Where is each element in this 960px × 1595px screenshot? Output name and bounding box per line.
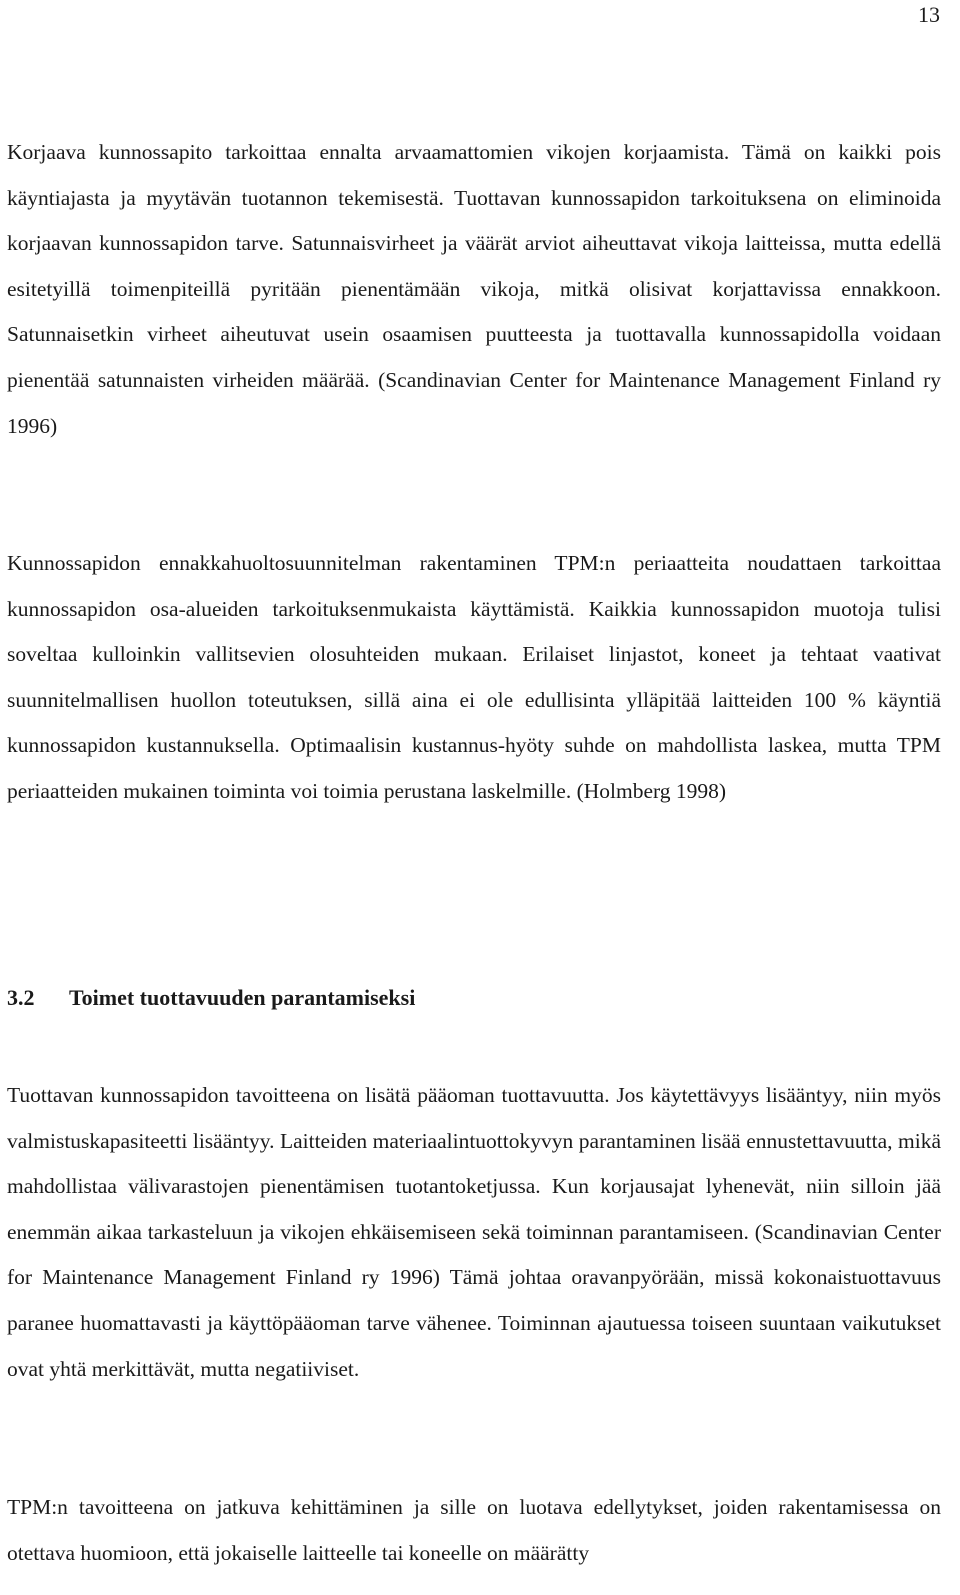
page-number: 13 — [918, 2, 940, 27]
section-number: 3.2 — [7, 985, 35, 1010]
paragraph-productivity-goal: Tuottavan kunnossapidon tavoitteena on lisätä pääoman tuottavuutta. Jos käytettävyys lisääntyy, niin myös valmistuskapasiteetti lisääntyy. Laitteiden materiaalintuottokyvyn parantaminen lisää ennustettavuutta, mikä mahdollistaa välivarastojen pienentämisen tuotantoketjussa. Kun korjausajat lyhenevät, niin silloin jää enemmän aikaa tarkasteluun ja vikojen ehkäisemiseen sekä toiminnan parantamiseen. (Scandinavian Center for Maintenance Management Finland ry 1996) Tämä johtaa oravanpyörään, missä kokonaistuottavuus paranee huomattavasti ja käyttöpääoman tarve vähenee. Toiminnan ajautuessa toiseen suuntaan vaikutukset ovat yhtä merkittävät, mutta negatiiviset. — [7, 1083, 941, 1381]
section-heading — [7, 983, 415, 1013]
paragraph-tpm-goal: TPM:n tavoitteena on jatkuva kehittäminen ja sille on luotava edellytykset, joiden rakentamisessa on otettava huomioon, että jokaiselle laitteelle tai koneelle on määrätty — [7, 1495, 941, 1565]
paragraph-preventive-plan: Kunnossapidon ennakkahuoltosuunnitelman rakentaminen TPM:n periaatteita noudattaen tarkoittaa kunnossapidon osa-alueiden tarkoituksenmukaista käyttämistä. Kaikkia kunnossapidon muotoja tulisi soveltaa kulloinkin vallitsevien olosuhteiden mukaan. Erilaiset linjastot, koneet ja tehtaat vaativat suunnitelmallisen huollon toteutuksen, sillä aina ei ole edullisinta ylläpitää laitteiden 100 % käyntiä kunnossapidon kustannuksella. Optimaalisin kustannus-hyöty suhde on mahdollista laskea, mutta TPM periaatteiden mukainen toiminta voi toimia perustana laskelmille. (Holmberg 1998) — [7, 551, 941, 803]
section-title: Toimet tuottavuuden parantamiseksi — [69, 985, 416, 1010]
paragraph-corrective-maintenance: Korjaava kunnossapito tarkoittaa ennalta arvaamattomien vikojen korjaamista. Tämä on kaikki pois käyntiajasta ja myytävän tuotannon tekemisestä. Tuottavan kunnossapidon tarkoituksena on eliminoida korjaavan kunnossapidon tarve. Satunnaisvirheet ja väärät arviot aiheuttavat vikoja laitteissa, mutta edellä esitetyillä toimenpiteillä pyritään pienentämään vikoja, mitkä olisivat korjattavissa ennakkoon. Satunnaisetkin virheet aiheutuvat usein osaamisen puutteesta ja tuottavalla kunnossapidolla voidaan pienentää satunnaisten virheiden määrää. (Scandinavian Center for Maintenance Management Finland ry 1996) — [7, 140, 941, 438]
